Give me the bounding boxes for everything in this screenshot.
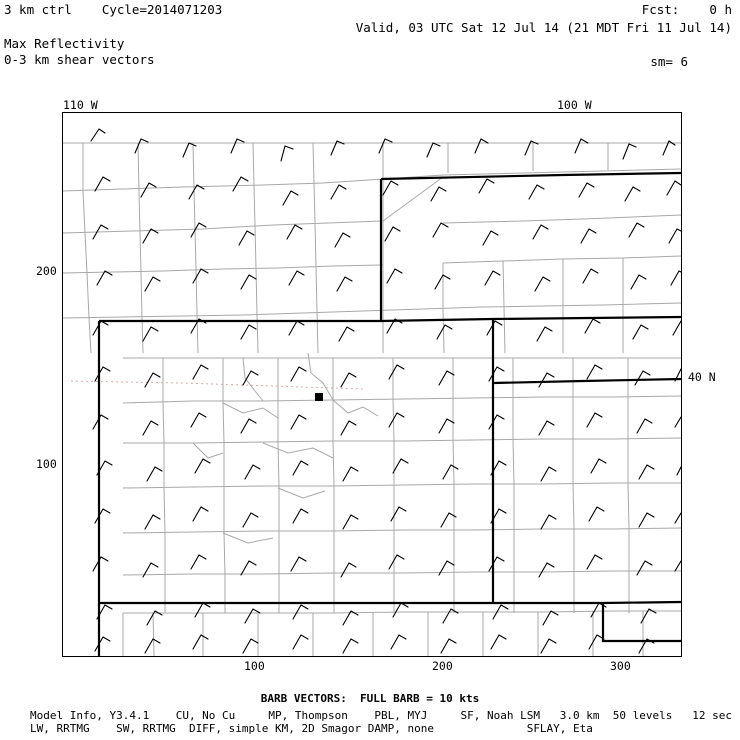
axis-tick-left-200: 200 <box>36 264 57 278</box>
storm-motion-label: sm= 6 <box>650 54 688 69</box>
barb-legend: BARB VECTORS: FULL BARB = 10 kts <box>260 692 480 705</box>
county-borders <box>63 143 681 656</box>
axis-tick-bottom-200: 200 <box>432 659 453 673</box>
forecast-hour: Fcst: 0 h <box>641 2 732 17</box>
cycle-info: 3 km ctrl Cycle=2014071203 <box>4 2 223 17</box>
axis-label-lat-40n: 40 N <box>688 370 716 384</box>
field-name-primary: Max Reflectivity <box>4 36 125 51</box>
axis-tick-left-100: 100 <box>36 457 57 471</box>
model-info-line-1: Model Info, Y3.4.1 CU, No Cu MP, Thompson PBL, MYJ SF, Noah LSM 3.0 km 50 levels 12 sec <box>30 709 732 722</box>
field-name-secondary: 0-3 km shear vectors <box>4 52 155 67</box>
station-marker[interactable] <box>315 393 323 401</box>
map-panel[interactable] <box>62 112 682 657</box>
axis-label-lon-110w: 110 W <box>63 98 98 112</box>
axis-tick-bottom-100: 100 <box>244 659 265 673</box>
axis-label-lon-100w: 100 W <box>557 98 592 112</box>
axis-tick-bottom-300: 300 <box>610 659 631 673</box>
map-canvas[interactable] <box>63 113 681 656</box>
dotted-reference-line <box>71 381 363 389</box>
valid-time: Valid, 03 UTC Sat 12 Jul 14 (21 MDT Fri 11 Jul 14) <box>355 20 732 35</box>
model-info-line-2: LW, RRTMG SW, RRTMG DIFF, simple KM, 2D Smagor DAMP, none SFLAY, Eta <box>30 722 593 735</box>
